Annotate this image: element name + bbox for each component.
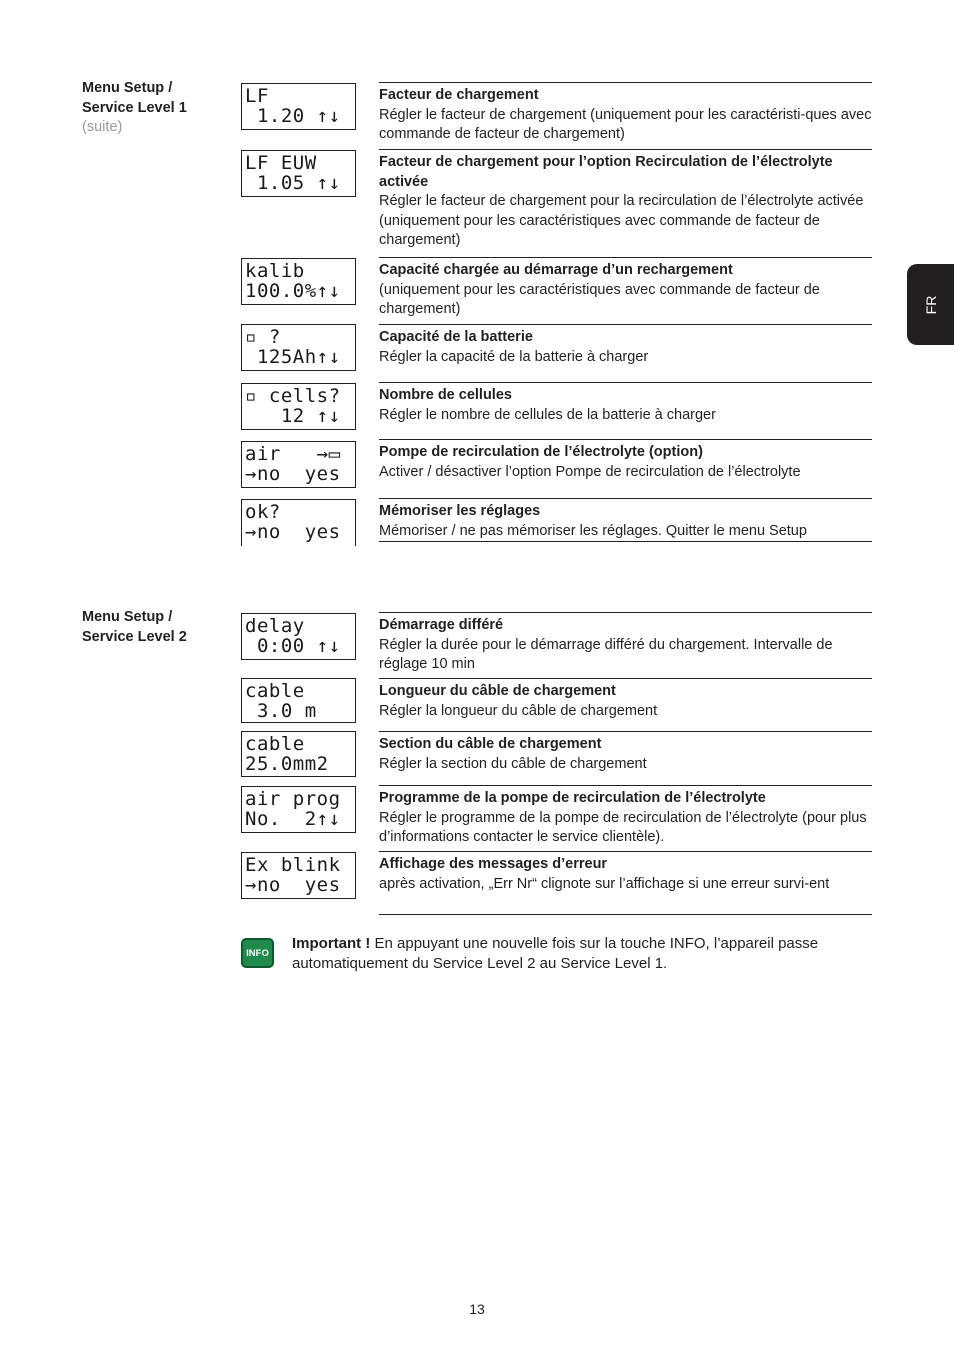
setting-description: Régler la longueur du câble de chargement [379, 702, 658, 719]
setting-title: Capacité chargée au démarrage d’un rechargement [379, 262, 733, 278]
section2-title-line2: Service Level 2 [82, 628, 187, 645]
info-note-bold: Important ! [292, 935, 371, 952]
setting-description: Régler le facteur de chargement pour la recirculation de l’électrolyte activée (uniquement pour les caractéristiques avec commande de facteur de chargement) [379, 193, 864, 248]
setting-description: Régler le programme de la pompe de recirculation de l’électrolyte (pour plus d’informations contacter le service clientèle). [379, 809, 867, 845]
setting-row [379, 257, 872, 320]
setting-title: Programme de la pompe de recirculation de l’électrolyte [379, 790, 766, 806]
lcd-line2: 3.0 m [245, 700, 317, 722]
setting-description: Activer / désactiver l’option Pompe de recirculation de l’électrolyte [379, 463, 801, 480]
lcd-line1: ▫ ? [245, 326, 281, 348]
info-icon [241, 938, 274, 968]
section1-title-line1: Menu Setup / [82, 80, 173, 96]
lcd-line1: cable [245, 733, 305, 755]
setting-title: Longueur du câble de chargement [379, 683, 616, 699]
setting-title: Capacité de la batterie [379, 329, 533, 345]
section1-title-line2: Service Level 1 [82, 99, 187, 116]
setting-title: Mémoriser les réglages [379, 503, 541, 519]
setting-description: Régler la capacité de la batterie à charger [379, 348, 649, 365]
setting-title: Section du câble de chargement [379, 736, 602, 752]
setting-description: après activation, „Err Nr“ clignote sur l’affichage si une erreur survi-ent [379, 875, 830, 892]
lcd-line1: Ex blink [245, 854, 341, 876]
lcd-line1: delay [245, 615, 305, 637]
setting-description: Régler la durée pour le démarrage différé du chargement. Intervalle de réglage 10 min [379, 636, 833, 672]
lcd-line1: kalib [245, 260, 305, 282]
lcd-line2: 125Ah↑↓ [245, 346, 341, 368]
setting-description: Régler le nombre de cellules de la batterie à charger [379, 406, 716, 423]
lcd-display [241, 150, 356, 197]
language-tab-label: FR [922, 295, 939, 314]
lcd-line2: 25.0mm2 [245, 753, 329, 775]
lcd-display [241, 786, 356, 833]
setting-title: Facteur de chargement pour l’option Recirculation de l’électrolyte activée [379, 154, 833, 190]
setting-description: Mémoriser / ne pas mémoriser les réglages. Quitter le menu Setup [379, 522, 807, 539]
setting-title: Facteur de chargement [379, 87, 539, 103]
lcd-display [241, 678, 356, 723]
section1-subtitle: (suite) [82, 119, 123, 135]
section2-bottom-rule [379, 914, 872, 915]
setting-row [379, 149, 872, 251]
lcd-line2: →no yes [245, 521, 341, 543]
lcd-line2: No. 2↑↓ [245, 808, 341, 830]
lcd-display [241, 499, 356, 546]
lcd-display [241, 324, 356, 371]
setting-title: Pompe de recirculation de l’électrolyte (option) [379, 444, 703, 460]
setting-description: Régler le facteur de chargement (uniquement pour les caractéristi-ques avec commande de facteur de chargement) [379, 106, 872, 142]
setting-row [379, 382, 872, 425]
lcd-display [241, 731, 356, 777]
page-number: 13 [469, 1301, 485, 1317]
lcd-line2: 0:00 ↑↓ [245, 635, 341, 657]
lcd-line2: →no yes [245, 463, 341, 485]
info-note [292, 934, 872, 973]
setting-row [379, 678, 872, 721]
lcd-line1: ok? [245, 501, 281, 523]
lcd-line1: ▫ cells? [245, 385, 341, 407]
lcd-display [241, 383, 356, 430]
setting-description: (uniquement pour les caractéristiques avec commande de facteur de chargement) [379, 281, 820, 317]
info-icon-label: INFO [246, 947, 269, 959]
lcd-line2: 1.05 ↑↓ [245, 172, 341, 194]
info-note-text: En appuyant une nouvelle fois sur la touche INFO, l’appareil passe automatiquement du Service Level 2 au Service Level 1. [292, 935, 819, 972]
setting-description: Régler la section du câble de chargement [379, 755, 647, 772]
section2-title-line1: Menu Setup / [82, 609, 173, 625]
setting-title: Démarrage différé [379, 617, 504, 633]
lcd-display [241, 613, 356, 660]
language-tab [907, 264, 954, 345]
setting-row [379, 324, 872, 367]
lcd-line1: LF [245, 85, 269, 107]
section2-label [82, 608, 187, 647]
section1-bottom-rule [379, 541, 872, 542]
setting-row [379, 612, 872, 675]
lcd-line1: LF EUW [245, 152, 317, 174]
lcd-line2: 12 ↑↓ [245, 405, 341, 427]
setting-row [379, 439, 872, 482]
lcd-line1: air prog [245, 788, 341, 810]
setting-row [379, 851, 872, 894]
setting-row [379, 82, 872, 145]
setting-row [379, 731, 872, 774]
section1-label [82, 79, 187, 138]
lcd-line2: →no yes [245, 874, 341, 896]
setting-row [379, 498, 872, 541]
lcd-line1: air →▭ [245, 443, 341, 465]
lcd-line2: 100.0%↑↓ [245, 280, 341, 302]
lcd-line1: cable [245, 680, 305, 702]
setting-title: Nombre de cellules [379, 387, 512, 403]
setting-title: Affichage des messages d’erreur [379, 856, 608, 872]
lcd-line2: 1.20 ↑↓ [245, 105, 341, 127]
setting-row [379, 785, 872, 848]
lcd-display [241, 83, 356, 130]
lcd-display [241, 852, 356, 899]
lcd-display [241, 441, 356, 488]
lcd-display [241, 258, 356, 305]
